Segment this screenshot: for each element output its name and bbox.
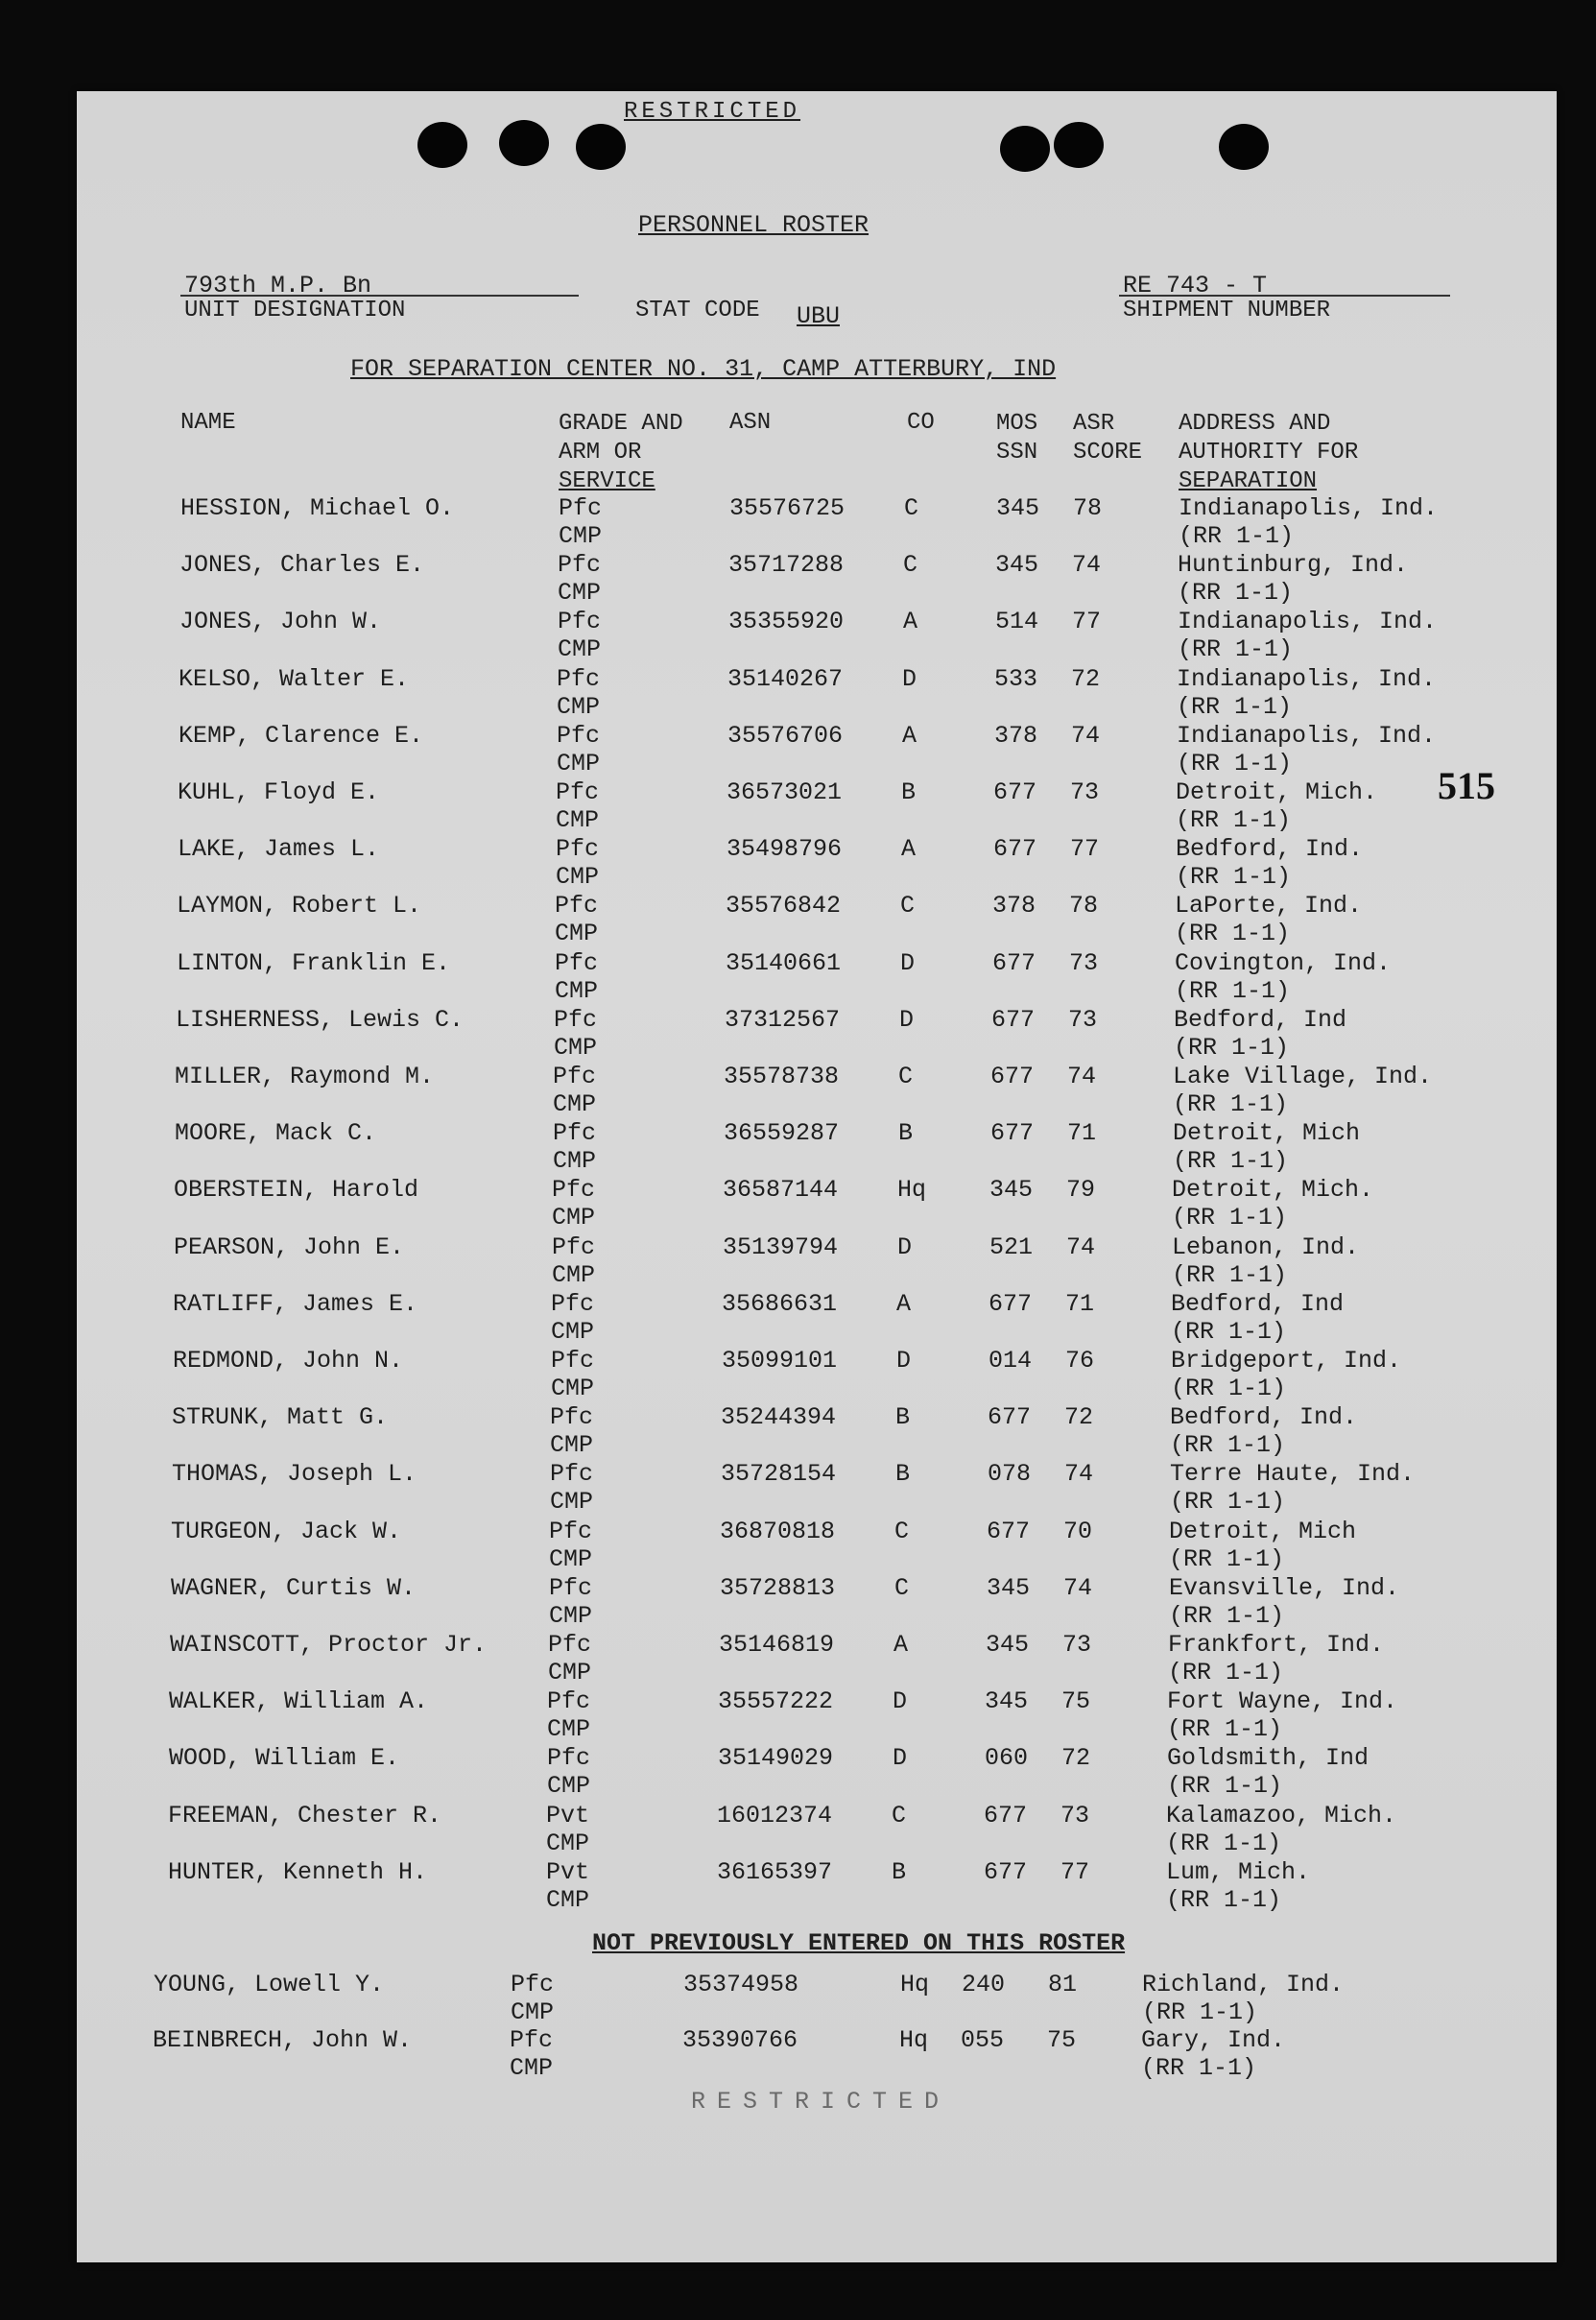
row-asr: 73 [1068,1005,1098,1034]
row-asn: 35099101 [722,1347,838,1375]
row-arm: CMP [554,1033,598,1062]
row-address: Bedford, Ind. [1170,1403,1358,1432]
row-co: C [903,551,918,580]
col-header-grade: GRADE AND ARM OR SERVICE [559,411,683,494]
row-address: Covington, Ind. [1175,948,1392,977]
row-mos: 677 [990,1063,1035,1090]
row-asr: 76 [1065,1347,1095,1375]
col-header-co: CO [907,410,935,436]
row-name: FREEMAN, Chester R. [168,1801,442,1830]
row-name: WAINSCOTT, Proctor Jr. [170,1631,488,1659]
row-asr: 71 [1065,1289,1095,1318]
row-grade: Pfc [550,1460,594,1489]
row-asr: 75 [1061,1687,1091,1716]
row-asn: 35578738 [724,1063,840,1090]
row-co: Hq [899,2026,929,2054]
row-asr: 81 [1048,1971,1078,1998]
row-asr: 72 [1071,664,1101,693]
row-authority: (RR 1-1) [1174,1033,1290,1062]
row-address: Frankfort, Ind. [1168,1631,1385,1659]
page-title: PERSONNEL ROSTER [638,211,869,239]
row-authority: (RR 1-1) [1167,1715,1283,1744]
row-address: Indianapolis, Ind. [1179,494,1439,522]
row-address: Huntinburg, Ind. [1178,551,1409,580]
row-grade: Pfc [551,1347,595,1375]
table-row [77,1006,1557,1062]
row-grade: Pvt [546,1857,590,1886]
row-asn: 35576842 [726,892,842,921]
row-grade: Pfc [511,1971,555,1998]
row-arm: CMP [557,749,601,777]
table-row [77,1518,1557,1573]
table-row [77,1233,1557,1289]
row-grade: Pfc [558,551,602,580]
classification-bottom: RESTRICTED [691,2088,951,2116]
row-address: Bedford, Ind [1171,1289,1345,1318]
table-row [77,949,1557,1005]
row-address: Detroit, Mich. [1172,1176,1374,1205]
row-address: Lebanon, Ind. [1172,1232,1360,1261]
row-authority: (RR 1-1) [1177,749,1293,777]
row-grade: Pfc [554,1005,598,1034]
table-row [77,1574,1557,1630]
row-address: Terre Haute, Ind. [1170,1460,1416,1489]
row-address: Detroit, Mich [1173,1119,1361,1148]
row-mos: 677 [993,835,1037,864]
row-asr: 74 [1066,1232,1096,1261]
row-grade: Pfc [547,1744,591,1773]
table-row [77,835,1557,891]
unit-underline [180,295,579,297]
row-address: Indianapolis, Ind. [1177,664,1437,693]
row-address: Richland, Ind. [1142,1971,1345,1998]
row-name: MILLER, Raymond M. [175,1063,435,1090]
row-arm: CMP [558,579,602,608]
row-co: B [901,778,917,806]
row-grade: Pfc [510,2026,554,2054]
row-co: D [902,664,917,693]
row-asr: 72 [1064,1403,1094,1432]
row-asn: 35686631 [722,1289,838,1318]
row-authority: (RR 1-1) [1141,2054,1257,2082]
row-mos: 677 [990,1119,1035,1148]
row-authority: (RR 1-1) [1170,1488,1286,1517]
row-asn: 36870818 [720,1517,836,1545]
row-address: Bridgeport, Ind. [1171,1347,1402,1375]
unit-label: UNIT DESIGNATION [184,298,406,323]
row-co: C [894,1573,910,1602]
separation-center: FOR SEPARATION CENTER NO. 31, CAMP ATTERBURY, IND [350,355,1057,383]
row-grade: Pfc [549,1517,593,1545]
row-asn: 35576706 [727,721,844,750]
row-address: Kalamazoo, Mich. [1166,1801,1397,1830]
row-arm: CMP [556,806,600,834]
shipment-value: RE 743 - T [1123,272,1268,299]
table-row [77,1687,1557,1743]
row-mos: 060 [985,1744,1029,1773]
punch-hole [576,124,626,170]
row-authority: (RR 1-1) [1170,1431,1286,1460]
row-grade: Pfc [557,664,601,693]
row-mos: 345 [995,551,1039,580]
table-row [77,2026,1557,2082]
table-row [77,1744,1557,1800]
row-asr: 72 [1061,1744,1091,1773]
row-arm: CMP [547,1715,591,1744]
row-mos: 533 [994,664,1038,693]
row-asn: 35149029 [718,1744,834,1773]
row-authority: (RR 1-1) [1176,806,1292,834]
table-row [77,665,1557,721]
row-name: THOMAS, Joseph L. [172,1460,417,1489]
table-row [77,1460,1557,1516]
row-asn: 35139794 [723,1232,839,1261]
row-authority: (RR 1-1) [1166,1885,1282,1914]
shipment-label: SHIPMENT NUMBER [1123,298,1331,323]
table-row [77,494,1557,550]
row-name: BEINBRECH, John W. [153,2026,413,2054]
row-arm: CMP [552,1204,596,1232]
row-name: YOUNG, Lowell Y. [154,1971,385,1998]
table-row [77,551,1557,607]
stat-code-value: UBU [797,302,841,330]
table-row [77,778,1557,834]
row-arm: CMP [551,1317,595,1346]
table-row [77,608,1557,663]
row-co: A [901,835,917,864]
row-grade: Pfc [552,1176,596,1205]
row-asr: 77 [1070,835,1100,864]
row-arm: CMP [548,1659,592,1686]
row-mos: 677 [993,778,1037,806]
row-address: Gary, Ind. [1141,2026,1286,2054]
row-mos: 345 [987,1573,1031,1602]
row-co: B [895,1460,911,1489]
row-co: C [898,1063,914,1090]
row-arm: CMP [546,1829,590,1857]
row-mos: 677 [984,1801,1028,1830]
row-grade: Pfc [559,494,603,522]
row-co: D [893,1687,908,1716]
row-asn: 36165397 [717,1857,833,1886]
table-row [77,1802,1557,1857]
row-co: A [903,608,918,636]
row-co: D [893,1744,908,1773]
row-arm: CMP [510,2054,554,2082]
row-grade: Pfc [553,1119,597,1148]
row-asr: 75 [1047,2026,1077,2054]
col-header-asn: ASN [729,410,772,436]
row-asr: 74 [1063,1573,1093,1602]
row-arm: CMP [553,1090,597,1118]
row-asr: 71 [1067,1119,1097,1148]
row-mos: 677 [991,1005,1036,1034]
row-authority: (RR 1-1) [1172,1204,1288,1232]
row-name: PEARSON, John E. [174,1232,405,1261]
row-authority: (RR 1-1) [1142,1998,1258,2026]
row-name: LAKE, James L. [178,835,380,864]
row-name: LINTON, Franklin E. [177,948,451,977]
row-grade: Pfc [547,1687,591,1716]
row-name: JONES, Charles E. [179,551,425,580]
row-co: C [904,494,919,522]
row-asn: 35728154 [721,1460,837,1489]
row-asr: 73 [1070,778,1100,806]
row-asr: 73 [1069,948,1099,977]
row-asr: 70 [1063,1517,1093,1545]
row-asn: 35374958 [683,1971,799,1998]
row-grade: Pfc [553,1063,597,1090]
row-asr: 77 [1072,608,1102,636]
row-arm: CMP [556,863,600,892]
row-asn: 36573021 [727,778,843,806]
row-asn: 35498796 [727,835,843,864]
row-grade: Pfc [552,1232,596,1261]
row-authority: (RR 1-1) [1168,1659,1284,1686]
row-co: A [896,1289,912,1318]
row-name: STRUNK, Matt G. [172,1403,389,1432]
col-header-mos: MOS SSN [996,411,1038,466]
row-grade: Pfc [558,608,602,636]
row-authority: (RR 1-1) [1175,976,1291,1005]
table-row [77,1119,1557,1175]
row-arm: CMP [551,1375,595,1402]
row-asr: 73 [1062,1631,1092,1659]
row-name: TURGEON, Jack W. [171,1517,402,1545]
row-grade: Pfc [555,892,599,921]
row-grade: Pfc [556,835,600,864]
row-asn: 35557222 [718,1687,834,1716]
row-name: KUHL, Floyd E. [178,778,380,806]
row-address: LaPorte, Ind. [1175,892,1363,921]
unit-value: 793th M.P. Bn [184,272,372,299]
row-grade: Pfc [555,948,599,977]
classification-top: RESTRICTED [624,99,801,125]
row-grade: Pvt [546,1801,590,1830]
row-grade: Pfc [557,721,601,750]
row-asn: 35576725 [729,494,846,522]
row-mos: 345 [996,494,1040,522]
row-grade: Pfc [549,1573,593,1602]
row-arm: CMP [546,1885,590,1914]
row-arm: CMP [550,1431,594,1460]
not-previously-heading: NOT PREVIOUSLY ENTERED ON THIS ROSTER [592,1929,1126,1957]
row-asn: 35244394 [721,1403,837,1432]
row-authority: (RR 1-1) [1169,1544,1285,1573]
col-header-name: NAME [180,410,236,436]
row-authority: (RR 1-1) [1179,522,1295,550]
row-co: C [894,1517,910,1545]
row-asr: 74 [1067,1063,1097,1090]
punch-hole [1000,126,1050,172]
row-address: Fort Wayne, Ind. [1167,1687,1398,1716]
shipment-underline [1119,295,1450,297]
row-grade: Pfc [556,778,600,806]
row-arm: CMP [555,920,599,948]
row-mos: 514 [995,608,1039,636]
row-mos: 240 [962,1971,1006,1998]
row-authority: (RR 1-1) [1172,1260,1288,1289]
row-authority: (RR 1-1) [1173,1147,1289,1176]
table-row [77,1347,1557,1402]
row-arm: CMP [547,1772,591,1801]
table-row [77,1971,1557,2026]
row-asn: 35140267 [727,664,844,693]
row-arm: CMP [555,976,599,1005]
row-authority: (RR 1-1) [1178,579,1294,608]
row-name: LAYMON, Robert L. [177,892,422,921]
row-mos: 521 [989,1232,1034,1261]
row-arm: CMP [553,1147,597,1176]
row-authority: (RR 1-1) [1169,1601,1285,1630]
row-address: Indianapolis, Ind. [1178,608,1438,636]
table-row [77,1403,1557,1459]
row-mos: 378 [994,721,1038,750]
row-co: C [900,892,916,921]
row-address: Indianapolis, Ind. [1177,721,1437,750]
row-arm: CMP [552,1260,596,1289]
row-grade: Pfc [550,1403,594,1432]
col-header-address: ADDRESS AND AUTHORITY FOR SEPARATION [1179,411,1359,494]
row-mos: 078 [988,1460,1032,1489]
row-authority: (RR 1-1) [1178,635,1294,664]
row-mos: 677 [989,1289,1033,1318]
row-arm: CMP [559,522,603,550]
row-authority: (RR 1-1) [1171,1317,1287,1346]
row-arm: CMP [558,635,602,664]
punch-hole [1219,124,1269,170]
row-mos: 677 [984,1857,1028,1886]
row-name: RATLIFF, James E. [173,1289,418,1318]
row-asn: 36587144 [723,1176,839,1205]
row-co: D [897,1232,913,1261]
row-co: D [899,1005,915,1034]
row-authority: (RR 1-1) [1167,1772,1283,1801]
table-row [77,892,1557,947]
row-asr: 79 [1066,1176,1096,1205]
row-co: Hq [897,1176,927,1205]
punch-hole [417,122,467,168]
row-mos: 055 [961,2026,1005,2054]
row-address: Lum, Mich. [1166,1857,1311,1886]
row-authority: (RR 1-1) [1177,692,1293,721]
row-asr: 77 [1060,1857,1090,1886]
row-authority: (RR 1-1) [1175,920,1291,948]
row-asn: 35146819 [719,1631,835,1659]
row-authority: (RR 1-1) [1166,1829,1282,1857]
table-row [77,1290,1557,1346]
page-number: 515 [1438,764,1495,807]
row-name: WOOD, William E. [169,1744,400,1773]
punch-hole [1054,122,1104,168]
row-address: Detroit, Mich [1169,1517,1357,1545]
row-asn: 35728813 [720,1573,836,1602]
row-asn: 35390766 [682,2026,798,2054]
row-name: WAGNER, Curtis W. [171,1573,417,1602]
row-arm: CMP [549,1544,593,1573]
row-co: B [895,1403,911,1432]
row-name: REDMOND, John N. [173,1347,404,1375]
row-mos: 378 [992,892,1036,921]
row-mos: 014 [989,1347,1033,1375]
row-asn: 16012374 [717,1801,833,1830]
row-name: OBERSTEIN, Harold [174,1176,419,1205]
row-asn: 37312567 [725,1005,841,1034]
row-asn: 35355920 [728,608,845,636]
row-name: MOORE, Mack C. [175,1119,377,1148]
row-co: Hq [900,1971,930,1998]
col-header-asr: ASR SCORE [1073,411,1143,466]
row-asr: 74 [1072,551,1102,580]
row-name: WALKER, William A. [169,1687,429,1716]
row-co: D [896,1347,912,1375]
row-name: HUNTER, Kenneth H. [168,1857,428,1886]
row-mos: 677 [988,1403,1032,1432]
table-row [77,1063,1557,1118]
row-address: Goldsmith, Ind [1167,1744,1370,1773]
row-address: Detroit, Mich. [1176,778,1378,806]
row-name: KEMP, Clarence E. [179,721,424,750]
table-row [77,1631,1557,1686]
roster-sheet [77,91,1557,2262]
row-address: Bedford, Ind [1174,1005,1347,1034]
row-authority: (RR 1-1) [1176,863,1292,892]
row-name: HESSION, Michael O. [180,494,455,522]
row-arm: CMP [511,1998,555,2026]
row-authority: (RR 1-1) [1173,1090,1289,1118]
table-row [77,722,1557,777]
row-mos: 677 [992,948,1036,977]
row-name: JONES, John W. [179,608,382,636]
row-asr: 74 [1064,1460,1094,1489]
row-co: C [892,1801,907,1830]
table-row [77,1176,1557,1232]
punch-hole [499,120,549,166]
row-arm: CMP [557,692,601,721]
row-co: B [898,1119,914,1148]
row-asn: 35717288 [728,551,845,580]
row-asr: 74 [1071,721,1101,750]
row-authority: (RR 1-1) [1171,1375,1287,1402]
row-grade: Pfc [548,1631,592,1659]
row-name: KELSO, Walter E. [179,664,410,693]
row-asn: 36559287 [724,1119,840,1148]
row-co: A [893,1631,909,1659]
row-asr: 78 [1069,892,1099,921]
row-mos: 345 [985,1687,1029,1716]
row-asr: 73 [1060,1801,1090,1830]
row-address: Evansville, Ind. [1169,1573,1400,1602]
row-co: D [900,948,916,977]
row-name: LISHERNESS, Lewis C. [176,1005,465,1034]
row-grade: Pfc [551,1289,595,1318]
row-co: A [902,721,917,750]
row-mos: 677 [987,1517,1031,1545]
row-arm: CMP [549,1601,593,1630]
table-row [77,1858,1557,1914]
row-mos: 345 [986,1631,1030,1659]
row-asn: 35140661 [726,948,842,977]
row-address: Lake Village, Ind. [1173,1063,1433,1090]
row-arm: CMP [550,1488,594,1517]
stat-code-label: STAT CODE [635,298,760,323]
row-mos: 345 [989,1176,1034,1205]
row-co: B [892,1857,907,1886]
row-address: Bedford, Ind. [1176,835,1364,864]
row-asr: 78 [1073,494,1103,522]
